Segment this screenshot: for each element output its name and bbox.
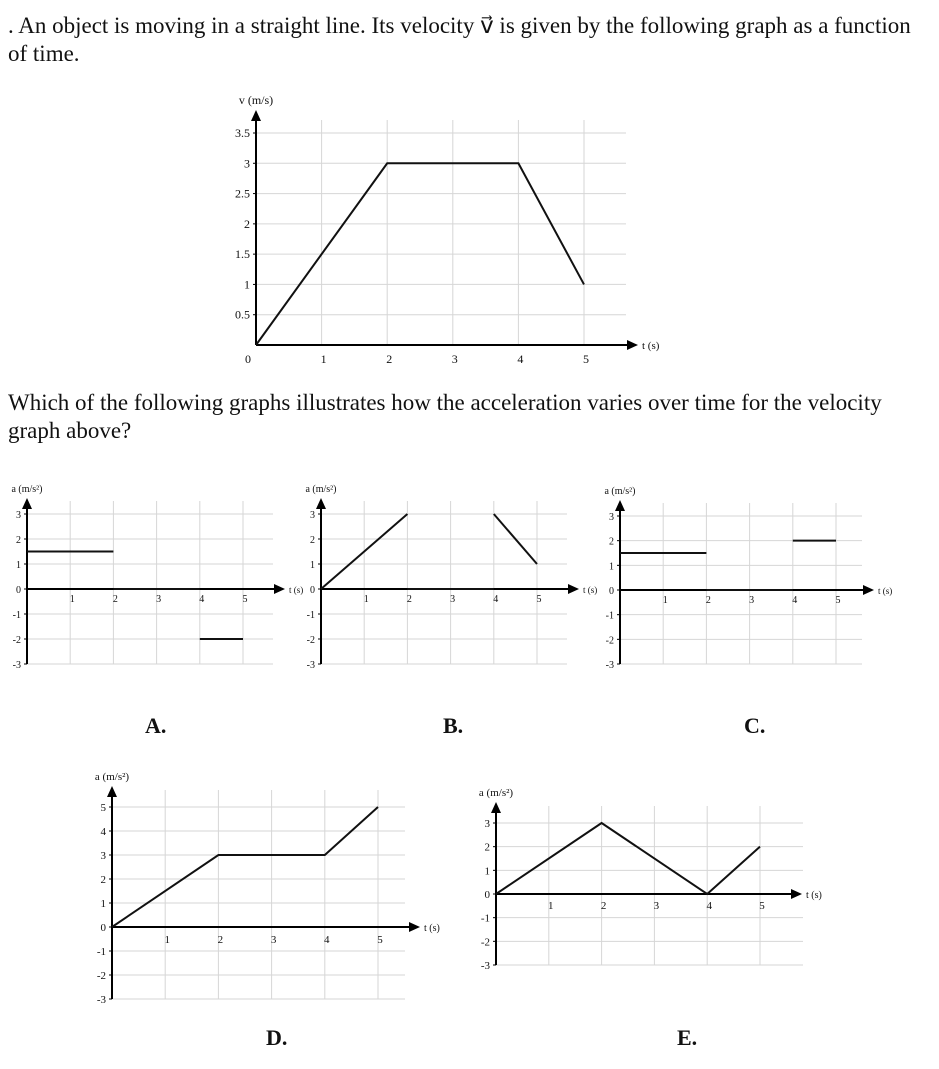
y-tick-label: 0 <box>310 585 315 596</box>
y-tick-label: 3 <box>310 510 315 521</box>
y-tick-label: -3 <box>605 660 614 671</box>
y-tick-label: -1 <box>12 610 21 621</box>
y-tick-label: 2 <box>100 874 106 886</box>
x-tick-label: 5 <box>835 595 841 606</box>
y-axis-label: a (m/s²) <box>478 787 514 799</box>
x-tick-label: 4 <box>706 900 712 912</box>
y-tick-label: 5 <box>100 802 106 814</box>
x-tick-label: 4 <box>792 595 798 606</box>
x-tick-label: 4 <box>517 352 524 366</box>
y-tick-label: -2 <box>605 635 614 647</box>
x-axis-label: t (s) <box>806 890 822 901</box>
choice-c-label[interactable]: C. <box>744 713 766 738</box>
y-tick-label: 3 <box>609 512 614 523</box>
x-tick-label: 1 <box>69 594 75 605</box>
question-stem: . An object is moving in a straight line. Its velocity v⃗ is given by the following graph as a function of time. <box>8 13 911 66</box>
choice-b-label[interactable]: B. <box>443 713 464 738</box>
x-tick-label: 3 <box>270 934 277 946</box>
x-axis-label: t (s) <box>289 585 304 595</box>
y-axis-label: a (m/s²) <box>604 486 636 497</box>
x-tick-label: 2 <box>406 594 412 605</box>
y-tick-label: 1 <box>244 277 250 292</box>
y-tick-label: 0.5 <box>235 307 250 322</box>
y-tick-label: 3 <box>244 156 250 171</box>
x-tick-label: 5 <box>377 934 383 946</box>
y-axis-label: a (m/s²) <box>305 484 337 495</box>
question-prompt: Which of the following graphs illustrates how the acceleration varies over time for the velocity graph above? <box>8 390 882 443</box>
x-tick-label: 1 <box>662 595 668 606</box>
y-tick-label: 3.5 <box>235 126 250 140</box>
y-tick-label: 0 <box>100 922 106 934</box>
y-tick-label: 1.5 <box>235 247 250 262</box>
y-tick-label: 0 <box>16 585 21 596</box>
y-tick-label: -1 <box>480 912 490 925</box>
x-tick-label: 2 <box>112 594 118 605</box>
x-tick-label: 3 <box>749 595 755 606</box>
x-axis-label: t (s) <box>878 586 893 596</box>
choice-d-label[interactable]: D. <box>266 1025 288 1050</box>
y-tick-label: 3 <box>484 818 490 830</box>
x-tick-label: 1 <box>363 594 369 605</box>
y-tick-label: 2 <box>484 841 490 854</box>
y-tick-label: -3 <box>306 660 315 671</box>
x-tick-label: 4 <box>324 934 330 946</box>
y-tick-label: -1 <box>96 946 106 958</box>
choice-e-label[interactable]: E. <box>677 1025 698 1050</box>
x-tick-label: 5 <box>759 900 765 912</box>
x-tick-label: 0 <box>245 352 251 366</box>
y-tick-label: -3 <box>96 994 106 1006</box>
y-axis-label: a (m/s²) <box>94 771 130 783</box>
x-tick-label: 4 <box>199 594 205 605</box>
x-tick-label: 5 <box>242 594 248 605</box>
y-tick-label: 1 <box>16 560 21 571</box>
x-tick-label: 1 <box>164 934 170 946</box>
y-tick-label: 2 <box>310 535 315 546</box>
x-tick-label: 2 <box>600 900 607 912</box>
x-tick-label: 3 <box>450 594 456 605</box>
x-tick-label: 2 <box>705 595 711 606</box>
y-tick-label: 2.5 <box>235 186 250 201</box>
y-tick-label: -2 <box>480 936 490 949</box>
x-tick-label: 1 <box>320 352 327 366</box>
y-tick-label: 2 <box>16 535 21 546</box>
y-tick-label: -3 <box>480 960 490 972</box>
choice-a-label[interactable]: A. <box>145 713 167 738</box>
y-tick-label: 0 <box>484 889 490 901</box>
y-axis-label: a (m/s²) <box>11 484 43 495</box>
x-axis-arrow-icon <box>791 889 802 899</box>
y-axis-label: v (m/s) <box>238 93 274 107</box>
y-tick-label: 1 <box>100 898 106 910</box>
x-tick-label: 1 <box>548 900 554 912</box>
x-axis-label: t (s) <box>583 585 598 595</box>
y-tick-label: 1 <box>484 865 490 878</box>
y-tick-label: -2 <box>96 970 106 982</box>
y-tick-label: -1 <box>306 610 315 621</box>
y-tick-label: -1 <box>605 610 614 622</box>
y-tick-label: -3 <box>12 660 21 671</box>
y-tick-label: -2 <box>12 635 21 646</box>
y-tick-label: 1 <box>609 561 614 573</box>
x-tick-label: 2 <box>217 934 224 946</box>
x-tick-label: 4 <box>493 594 499 605</box>
x-tick-label: 3 <box>156 594 162 605</box>
x-tick-label: 5 <box>583 352 589 366</box>
y-tick-label: 2 <box>609 536 614 548</box>
x-axis-label: t (s) <box>642 340 660 352</box>
x-axis-label: t (s) <box>424 923 440 934</box>
y-tick-label: 1 <box>310 560 315 571</box>
y-axis-arrow-icon <box>491 802 501 813</box>
y-tick-label: 0 <box>609 586 614 597</box>
x-tick-label: 3 <box>451 352 458 366</box>
y-tick-label: 3 <box>100 850 106 862</box>
data-line <box>496 823 760 894</box>
x-tick-label: 2 <box>386 352 393 366</box>
x-tick-label: 5 <box>536 594 542 605</box>
y-tick-label: 2 <box>244 216 250 231</box>
x-tick-label: 3 <box>653 900 660 912</box>
y-tick-label: -2 <box>306 635 315 646</box>
y-tick-label: 3 <box>16 510 21 521</box>
y-tick-label: 4 <box>100 826 106 838</box>
